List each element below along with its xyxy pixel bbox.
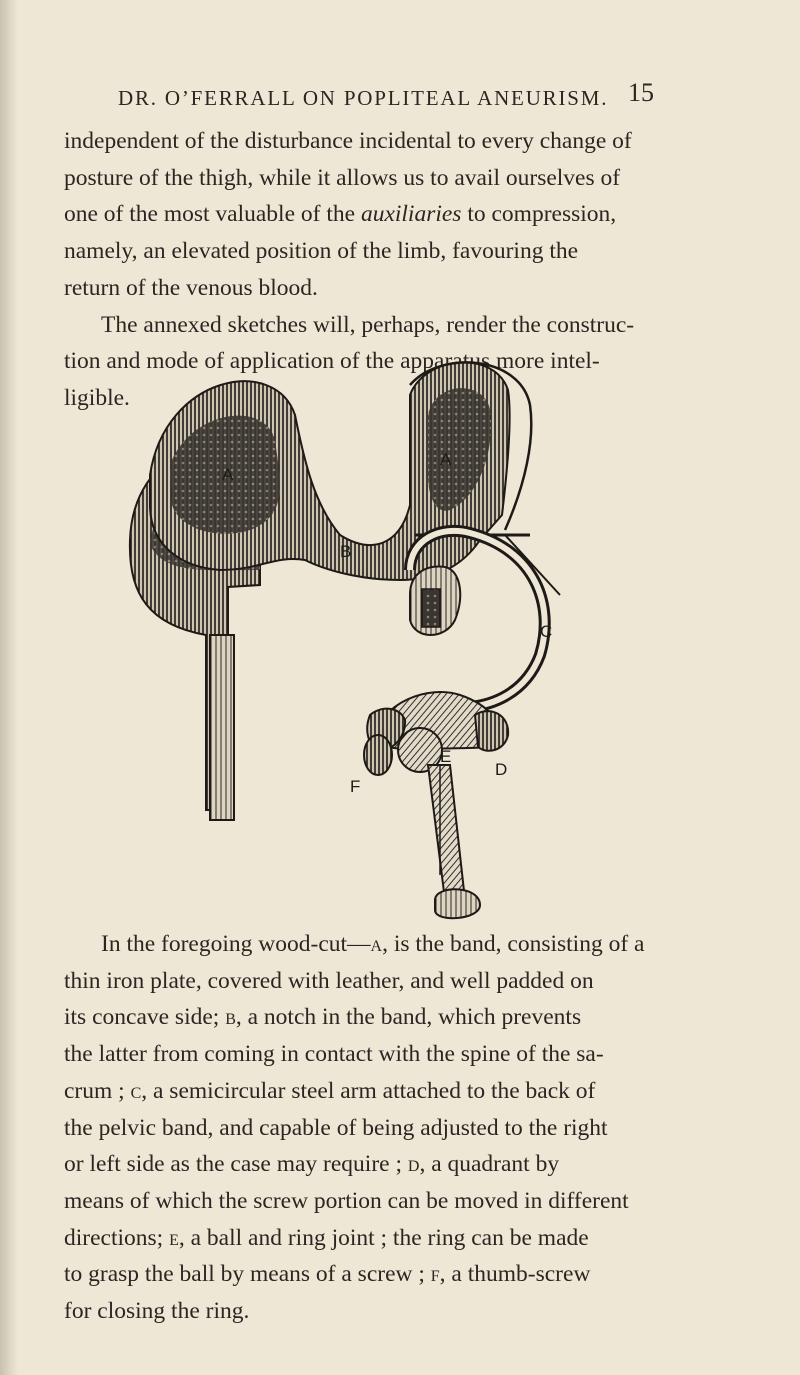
text-line: In the foregoing wood-cut—a, is the band, consisting of a bbox=[101, 931, 645, 957]
figure-label-f: F bbox=[350, 777, 361, 796]
figure-label-e: E bbox=[440, 747, 452, 766]
quadrant-knob-right bbox=[475, 711, 508, 751]
text-line: tion and mode of application of the apparatus more intel- bbox=[64, 348, 600, 375]
text-line: crum ; c, a semicircular steel arm attached to the back of bbox=[64, 1077, 596, 1104]
screw-pad bbox=[435, 889, 480, 918]
text-line: return of the venous blood. bbox=[64, 274, 318, 301]
text-line: thin iron plate, covered with leather, and well padded on bbox=[64, 967, 594, 994]
text-line: ligible. bbox=[64, 384, 130, 411]
thumb-screw bbox=[364, 735, 392, 775]
text-line: The annexed sketches will, perhaps, render the construc- bbox=[101, 311, 635, 338]
screw-shaft bbox=[428, 765, 465, 900]
text-line: means of which the screw portion can be moved in different bbox=[64, 1187, 629, 1214]
text-line: to grasp the ball by means of a screw ; f, a thumb-screw bbox=[64, 1261, 591, 1288]
woodcut-illustration bbox=[110, 355, 630, 925]
figure-label-a-right: A bbox=[440, 450, 452, 469]
paragraph-legend bbox=[64, 926, 747, 1330]
text-line: the pelvic band, and capable of being adjusted to the right bbox=[64, 1114, 608, 1141]
text-line: the latter from coming in contact with the spine of the sa- bbox=[64, 1041, 604, 1068]
figure-label-a-left: A bbox=[222, 465, 234, 484]
figure-label-b: B bbox=[340, 542, 352, 561]
text-line: namely, an elevated position of the limb, favouring the bbox=[64, 238, 579, 265]
page-edge-shadow bbox=[0, 0, 18, 1375]
text-line: posture of the thigh, while it allows us to avail ourselves of bbox=[64, 164, 621, 191]
running-head bbox=[0, 78, 800, 116]
text-line: or left side as the case may require ; d, a quadrant by bbox=[64, 1151, 560, 1178]
connector-slot bbox=[422, 589, 440, 627]
band-left-arm bbox=[210, 635, 234, 820]
text-line: one of the most valuable of the auxiliaries to compression, bbox=[64, 201, 617, 228]
figure-label-c: C bbox=[540, 622, 553, 641]
page-number: 15 bbox=[628, 78, 654, 107]
italic-term: auxiliaries bbox=[360, 201, 462, 228]
text-line: independent of the disturbance incidental to every change of bbox=[64, 128, 632, 154]
figure-label-d: D bbox=[495, 760, 508, 779]
text-line: for closing the ring. bbox=[64, 1298, 250, 1325]
text-line: directions; e, a ball and ring joint ; the ring can be made bbox=[64, 1224, 589, 1251]
text-line: its concave side; b, a notch in the band, which prevents bbox=[64, 1004, 582, 1031]
running-title: DR. O’FERRALL ON POPLITEAL ANEURISM. bbox=[118, 86, 609, 110]
